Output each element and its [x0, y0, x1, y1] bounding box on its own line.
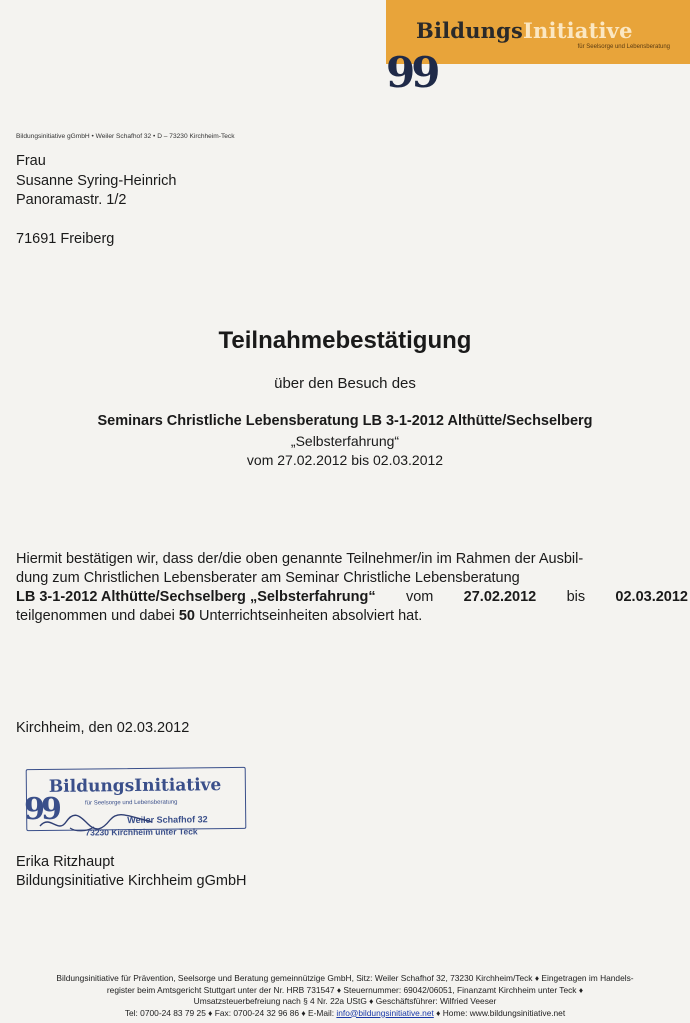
handwritten-signature	[36, 806, 156, 836]
paragraph-line-4-part2: Unterrichtseinheiten absolviert hat.	[194, 608, 423, 624]
stamp-street: Weiler Schafhof 32	[127, 814, 208, 826]
paragraph-line-4	[16, 607, 688, 626]
from-word: vom	[405, 589, 434, 605]
footer-email-link[interactable]: info@bildungsinitiative.net	[336, 1007, 434, 1018]
recipient-street: Panoramastr. 1/2	[16, 192, 127, 208]
seminar-subtitle: „Selbsterfahrung“	[290, 433, 400, 449]
stamp-city: 73230 Kirchheim unter Teck	[85, 826, 198, 838]
recipient-city: 71691 Freiberg	[16, 230, 115, 247]
document-subtitle: über den Besuch des	[274, 375, 416, 392]
seminar-dates: vom 27.02.2012 bis 02.03.2012	[246, 452, 444, 468]
stamp-name: BildungsInitiative	[48, 775, 222, 797]
seminar-title: Seminars Christliche Lebensberatung LB 3-1-2012 Althütte/Sechselberg	[97, 413, 593, 429]
quote-mark-icon: 99	[386, 48, 437, 97]
logo-tagline: für Seelsorge und Lebensberatung	[577, 44, 670, 50]
footer-line-4	[0, 1008, 690, 1020]
signer-block	[16, 853, 247, 891]
paragraph-line-4-part1: teilgenommen und dabei	[16, 608, 179, 624]
logo-name-part2: Initiative	[523, 18, 633, 43]
stamp-quote-mark-icon: 99	[23, 791, 59, 828]
legal-footer	[0, 973, 690, 1019]
seminar-reference: LB 3-1-2012 Althütte/Sechselberg „Selbsterfahrung“	[16, 589, 376, 605]
footer-line-3: Umsatzsteuerbefreiung nach § 4 Nr. 22a UStG ♦ Geschäftsführer: Wilfried Veeser	[193, 996, 497, 1006]
stamp-tagline: für Seelsorge und Lebensberatung	[85, 799, 178, 807]
start-date: 27.02.2012	[463, 589, 537, 605]
logo-wordmark	[416, 18, 633, 43]
recipient-address	[16, 152, 176, 249]
footer-contact-prefix: Tel: 0700-24 83 79 25 ♦ Fax: 0700-24 32 96 86 ♦ E-Mail:	[124, 1007, 337, 1018]
end-date: 02.03.2012	[615, 589, 688, 605]
sender-address-line: Bildungsinitiative gGmbH • Weiler Schafhof 32 • D – 73230 Kirchheim-Teck	[16, 133, 235, 140]
place-and-date: Kirchheim, den 02.03.2012	[16, 720, 190, 736]
signer-name: Erika Ritzhaupt	[16, 854, 115, 870]
recipient-salutation: Frau	[16, 153, 46, 169]
to-word: bis	[566, 589, 586, 605]
document-title: Teilnahmebestätigung	[218, 327, 472, 354]
paragraph-line-2: dung zum Christlichen Lebensberater am Seminar Christliche Lebensberatung	[16, 570, 520, 586]
footer-line-2: register beim Amtsgericht Stuttgart unter der Nr. HRB 731547 ♦ Steuernummer: 69042/06051, Finanzamt Kirchheim unter Teck ♦	[106, 984, 584, 995]
paragraph-line-3	[16, 588, 688, 607]
footer-line-1: Bildungsinitiative für Prävention, Seelsorge und Beratung gemeinnützige GmbH, Sitz: Weiler Schafhof 32, 73230 Kirchheim/Teck ♦ Eingetragen im Handels-	[56, 973, 634, 983]
signer-organization: Bildungsinitiative Kirchheim gGmbH	[16, 873, 247, 889]
logo-name-part1: Bildungs	[416, 18, 524, 43]
paragraph-line-1	[16, 550, 688, 569]
paragraph-line-1-text: Hiermit bestätigen wir, dass der/die oben genannte Teilnehmer/in im Rahmen der Ausbil-	[16, 551, 584, 567]
confirmation-paragraph	[16, 550, 688, 626]
footer-contact-suffix: ♦ Home: www.bildungsinitiative.net	[433, 1007, 566, 1018]
recipient-name: Susanne Syring-Heinrich	[16, 172, 177, 189]
teaching-units-count: 50	[178, 608, 195, 624]
